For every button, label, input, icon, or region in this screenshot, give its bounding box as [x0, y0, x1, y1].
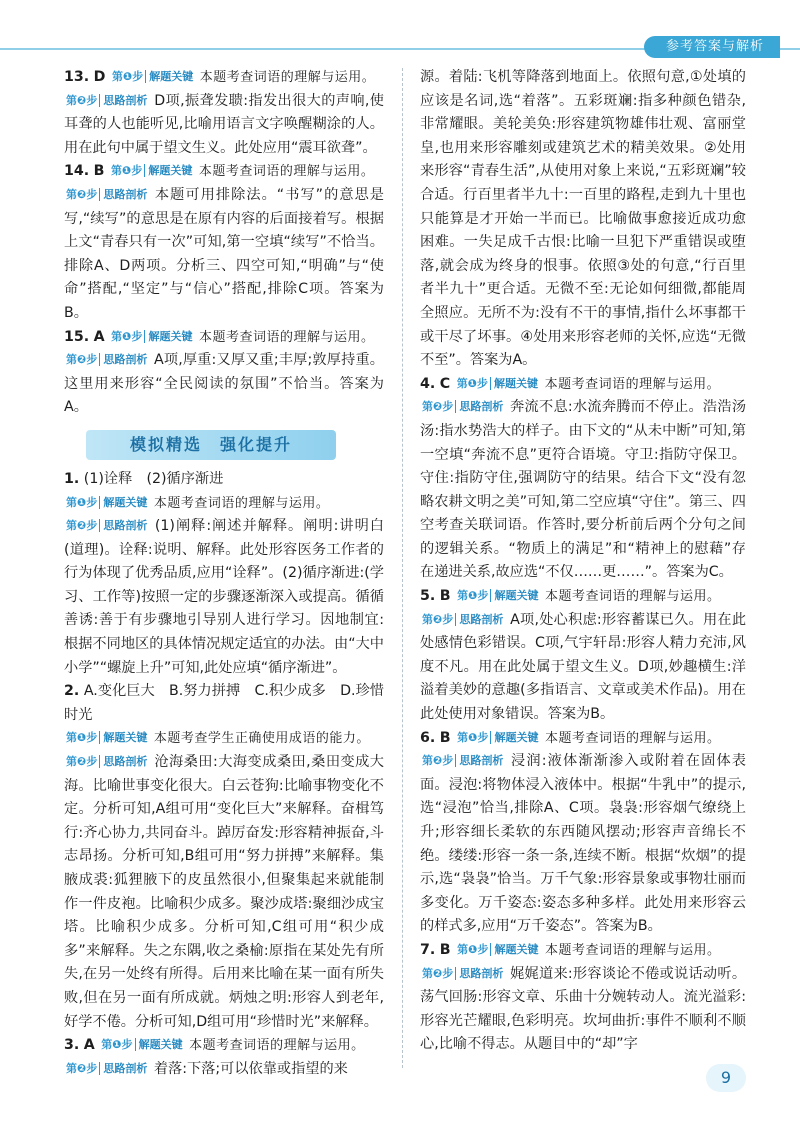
- step2-label: 第❷步: [66, 1061, 98, 1075]
- question-number: 2.: [64, 683, 80, 700]
- key-text: 本题考查词语的理解与运用。: [189, 1038, 365, 1054]
- step2-badge: [66, 1061, 147, 1076]
- question-number: 13.: [64, 69, 90, 85]
- step2-title: 思路剖析: [99, 94, 147, 107]
- answer: A: [93, 328, 105, 345]
- step2-badge: [422, 612, 503, 627]
- answer: C: [439, 375, 451, 392]
- step1-title: 解题关键: [144, 164, 192, 177]
- step1-title: 解题关键: [490, 943, 538, 956]
- answer: A: [83, 1037, 95, 1054]
- step1-title: 解题关键: [135, 1038, 183, 1051]
- step2-title: 思路剖析: [455, 967, 503, 980]
- step1-badge: [112, 69, 193, 84]
- step1-label: 第❶步: [111, 329, 143, 343]
- step1-badge: [457, 730, 538, 745]
- question-number: 3.: [64, 1037, 80, 1054]
- step1-label: 第❶步: [66, 495, 98, 509]
- question-number: 14.: [64, 163, 90, 180]
- step2-badge: [422, 399, 503, 414]
- analysis-m5: [420, 609, 746, 727]
- step1-label: 第❶步: [111, 70, 144, 83]
- step1-label: 第❶步: [111, 164, 143, 178]
- answer: B: [439, 941, 451, 958]
- step1-badge: [66, 495, 147, 510]
- analysis-m6: [420, 750, 746, 939]
- step1-badge: [457, 376, 538, 391]
- step2-badge: [66, 187, 147, 202]
- analysis-m1: [64, 515, 384, 680]
- analysis-m7: [420, 963, 746, 1057]
- step1-title: 解题关键: [144, 330, 192, 343]
- step2-title: 思路剖析: [99, 1062, 147, 1075]
- mock-question-1: [64, 468, 384, 492]
- mock-question-5: [420, 585, 746, 609]
- step1-title: 解题关键: [490, 589, 538, 602]
- key-text: 本题考查词语的理解与运用。: [544, 730, 721, 746]
- step1-label: 第❶步: [457, 730, 489, 744]
- question-number: 5.: [420, 588, 436, 605]
- step2-title: 思路剖析: [99, 353, 147, 366]
- question-number: 6.: [420, 729, 436, 746]
- step2-badge: [66, 93, 147, 108]
- step1-badge: [457, 942, 538, 957]
- mock-question-7: [420, 939, 746, 963]
- step2-label: 第❷步: [66, 93, 98, 107]
- key-text: 本题考查词语的理解与运用。: [199, 70, 376, 85]
- mock-question-3: [64, 1034, 384, 1058]
- key-text: 本题考查词语的理解与运用。: [199, 329, 375, 345]
- analysis-text: 娓娓道来:形容谈论不倦或说话动听。荡气回肠:形容文章、乐曲十分婉转动人。流光溢彩:形容光芒耀眼,色彩明亮。坎坷曲折:事件不顺利不顺心,比喻不得志。从题目中的“却”字: [420, 965, 747, 1053]
- key-text: 本题考查词语的理解与运用。: [544, 589, 721, 605]
- step2-label: 第❷步: [422, 400, 454, 414]
- answer: B: [93, 163, 105, 180]
- right-column: [420, 66, 746, 1057]
- mock-question-2: [64, 680, 384, 727]
- step1-badge: [111, 329, 192, 344]
- analysis-text: 本题可用排除法。“书写”的意思是写,“续写”的意思是在原有内容的后面接着写。根据上文“青春只有一次”可知,第一空填“续写”不恰当。排除A、D两项。分析三、四空可知,“明确”与“使命”搭配,“坚定”与“信心”搭配,排除C项。答案为B。: [64, 186, 384, 321]
- answer: B: [439, 729, 451, 746]
- step2-title: 思路剖析: [455, 613, 503, 626]
- answer: D: [93, 69, 106, 85]
- analysis-text: 奔流不息:水流奔腾而不停止。浩浩汤汤:指水势浩大的样子。由下文的“从未中断”可知,第一空填“奔流不息”更符合语境。守卫:指防守保卫。守住:指防守住,强调防守的结果。结合下文“没有忽略农耕文明之美”可知,第二空应填“守住”。第三、四空考查关联词语。作答时,要分析前后两个分句之间的逻辑关系。“物质上的满足”和“精神上的慰藉”存在递进关系,故应选“不仅……更……”。答案为C。: [420, 399, 747, 581]
- key-text: 本题考查词语的理解与运用。: [153, 495, 330, 511]
- left-column: [64, 66, 384, 1081]
- key-text: 本题考查词语的理解与运用。: [544, 942, 721, 958]
- question-14: [64, 160, 384, 184]
- question-15: [64, 326, 384, 350]
- step1-title: 解题关键: [490, 377, 538, 390]
- step2-label: 第❷步: [66, 755, 98, 769]
- key-text: 本题考查词语的理解与运用。: [544, 376, 721, 392]
- step2-badge: [422, 966, 503, 981]
- analysis-text: (1)阐释:阐述并解释。阐明:讲明白(道理)。诠释:说明、解释。此处形容医务工作者的行为体现了优秀品质,应用“诠释”。(2)循序渐进:(学习、工作等)按照一定的步骤逐渐深入或提高。循循善诱:善于有步骤地引导别人进行学习。因地制宜:根据不同地区的具体情况规定适宜的办法。由“大中小学”“螺旋上升”可知,此处应填“循序渐进”。: [64, 518, 384, 676]
- step1-badge: [66, 730, 147, 745]
- step1-label: 第❶步: [101, 1038, 133, 1052]
- answer: B: [439, 588, 451, 605]
- analysis-15: [64, 349, 384, 420]
- step1-title: 解题关键: [145, 70, 193, 83]
- key-text: 本题考查词语的理解与运用。: [198, 164, 375, 180]
- question-number: 7.: [420, 941, 436, 958]
- step2-label: 第❷步: [422, 612, 454, 626]
- analysis-m3: [64, 1058, 384, 1082]
- step1-title: 解题关键: [490, 731, 538, 744]
- step1-label: 第❶步: [66, 731, 98, 745]
- analysis-text: D项,振聋发聩:指发出很大的声响,使耳聋的人也能听见,比喻用语言文字唤醒糊涂的人。用在此句中属于望文生义。此处应用“震耳欲聋”。: [64, 92, 384, 156]
- step2-badge: [66, 518, 147, 533]
- column-divider: [402, 68, 403, 1068]
- step2-title: 思路剖析: [99, 755, 147, 768]
- step2-title: 思路剖析: [455, 400, 503, 413]
- step2-label: 第❷步: [422, 966, 454, 980]
- step1-title: 解题关键: [99, 496, 147, 509]
- analysis-m3-continued: 源。着陆:飞机等降落到地面上。依照句意,①处填的应该是名词,选“着落”。五彩斑斓:指多种颜色错杂,非常耀眼。美轮美奂:形容建筑物雄伟壮观、富丽堂皇,也用来形容雕刻或建筑艺术的精美效果。②处用来形容“青春生活”,从使用对象上来说,“五彩斑斓”较合适。行百里者半九十:一百里的路程,走到九十里也只能算是才开始一半而已。比喻做事愈接近成功愈困难。一失足成千古恨:比喻一旦犯下严重错误或堕落,就会成为终身的恨事。依照③处的句意,“行百里者半九十”更合适。无微不至:无论如何细微,都能周全照应。无所不为:没有不干的事情,指什么坏事都干或干尽了坏事。④处用来形容老师的关怀,应选“无微不至”。答案为A。: [420, 69, 746, 369]
- key-1: [64, 492, 384, 516]
- analysis-14: [64, 184, 384, 326]
- question-number: 4.: [420, 375, 436, 392]
- step2-title: 思路剖析: [99, 188, 147, 201]
- step1-badge: [101, 1037, 182, 1052]
- step1-badge: [111, 163, 192, 178]
- answer: (1)诠释 (2)循序渐进: [83, 470, 224, 487]
- step2-label: 第❷步: [66, 353, 98, 367]
- step1-badge: [457, 588, 538, 603]
- step2-label: 第❷步: [66, 519, 98, 533]
- step2-label: 第❷步: [66, 187, 98, 201]
- header-title: 参考答案与解析: [644, 36, 780, 58]
- step2-badge: [66, 754, 147, 769]
- analysis-text: A项,处心积虑:形容蓄谋已久。用在此处感情色彩错误。C项,气宇轩昂:形容人精力充沛,风度不凡。用在此处属于望文生义。D项,妙趣横生:洋溢着美妙的意趣(多指语言、文章或美术作品)。用在此处使用对象错误。答案为B。: [420, 611, 747, 723]
- mock-question-4: [420, 373, 746, 397]
- step1-label: 第❶步: [457, 589, 489, 603]
- key-text: 本题考查学生正确使用成语的能力。: [153, 731, 370, 747]
- analysis-text: 着落:下落;可以依靠或指望的来: [153, 1060, 348, 1077]
- key-2: [64, 727, 384, 751]
- step2-label: 第❷步: [422, 754, 454, 768]
- question-number: 15.: [64, 328, 90, 345]
- step1-label: 第❶步: [457, 942, 489, 956]
- question-13: [64, 66, 384, 90]
- section-banner: 模拟精选 强化提升: [86, 430, 336, 460]
- answer: A.变化巨大 B.努力拼搏 C.积少成多 D.珍惜时光: [64, 683, 384, 723]
- page-number: 9: [706, 1064, 746, 1092]
- analysis-text: 浸润:液体渐渐渗入或附着在固体表面。浸泡:将物体浸入液体中。根据“牛乳中”的提示,选“浸泡”恰当,排除A、C项。袅袅:形容烟气缭绕上升;形容细长柔软的东西随风摆动;形容声音绵长不绝。缕缕:形容一条一条,连续不断。根据“炊烟”的提示,选“袅袅”恰当。万千气象:形容景象或事物壮丽而多变化。万千姿态:姿态多种多样。此处用来形容云的样式多,应用“万千姿态”。答案为B。: [420, 753, 746, 935]
- analysis-text: A项,厚重:又厚又重;丰厚;敦厚持重。这里用来形容“全民阅读的氛围”不恰当。答案为A。: [64, 352, 384, 416]
- step2-badge: [422, 753, 503, 768]
- mock-question-6: [420, 727, 746, 751]
- analysis-13: [64, 90, 384, 161]
- step1-title: 解题关键: [99, 731, 147, 744]
- step2-title: 思路剖析: [455, 754, 503, 767]
- question-number: 1.: [64, 470, 80, 487]
- analysis-m4: [420, 396, 746, 585]
- step2-badge: [66, 352, 147, 367]
- step2-title: 思路剖析: [99, 519, 147, 532]
- analysis-m2: [64, 751, 384, 1034]
- analysis-text: 沧海桑田:大海变成桑田,桑田变成大海。比喻世事变化很大。白云苍狗:比喻事物变化不定。分析可知,A组可用“变化巨大”来解释。奋楫笃行:齐心协力,共同奋斗。踔厉奋发:形容精神振奋,斗志昂扬。分析可知,B组可用“努力拼搏”来解释。集腋成裘:狐狸腋下的皮虽然很小,但聚集起来就能制作一件皮袍。比喻积少成多。聚沙成塔:聚细沙成宝塔。比喻积少成多。分析可知,C组可用“积少成多”来解释。失之东隅,收之桑榆:原指在某处先有所失,在另一处终有所得。后用来比喻在某一面有所失败,但在另一面有所成就。炳烛之明:形容人到老年,好学不倦。分析可知,D组可用“珍惜时光”来解释。: [64, 754, 384, 1030]
- step1-label: 第❶步: [456, 376, 489, 390]
